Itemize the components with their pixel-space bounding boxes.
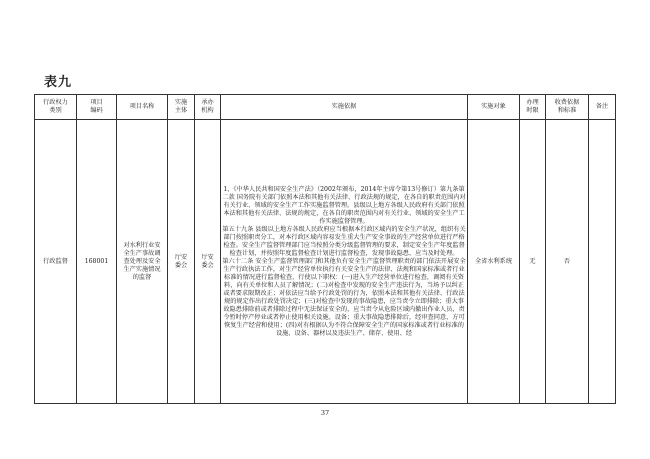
header-fee: 收费依据 和标准 — [546, 95, 589, 120]
page-number: 37 — [320, 409, 330, 417]
power-list-table — [34, 94, 616, 404]
cell-basis — [221, 120, 468, 404]
header-remark: 备注 — [589, 95, 616, 120]
header-agency: 承办 机构 — [195, 95, 221, 120]
cell-fee: 否 — [546, 120, 589, 404]
page-title: 表九 — [44, 75, 73, 90]
cell-category: 行政监督 — [35, 120, 77, 404]
header-code: 项目 编码 — [77, 95, 117, 120]
cell-agency: 厅安委会 — [195, 120, 221, 404]
cell-name: 对水利行业安全生产事故调查处理及安全生产实施情况的监督 — [117, 120, 168, 404]
cell-target: 全省水利系统 — [468, 120, 520, 404]
header-category: 行政权力 类别 — [35, 95, 77, 120]
table-header-row — [35, 95, 616, 120]
cell-time-limit: 无 — [520, 120, 546, 404]
cell-remark — [589, 120, 616, 404]
basis-paragraph: 第六十二条 安全生产监督管理部门和其他负有安全生产监督管理职责的部门依法开展安全生产行政执法工作，对生产经营单位执行有关安全生产的法律、法规和国家标准或者行业标准的情况进行监督检查，行使以下职权：(一)进入生产经营单位进行检查，调阅有关资料，向有关单位和人员了解情况；(二)对检查中发现的安全生产违法行为，当场予以纠正或者要求限期改正；对依法应当给予行政处罚的行为，依照本法和其他有关法律、行政法规的规定作出行政处罚决定；(三)对检查中发现的事故隐患，应当责令立即排除；重大事故隐患排除前或者排除过程中无法保证安全的，应当责令从危险区域内撤出作业人员，责令暂时停产停业或者停止使用相关设施、设备；重大事故隐患排除后，经审查同意，方可恢复生产经营和使用；(四)对有根据认为不符合保障安全生产的国家标准或者行业标准的设施、设备、器材以及违法生产、储存、使用、经 — [222, 257, 466, 337]
header-basis: 实施依据 — [221, 95, 468, 120]
header-name: 项目名称 — [117, 95, 168, 120]
header-target: 实施对象 — [468, 95, 520, 120]
basis-paragraph: 1、《中华人民共和国安全生产法》（2002年颁布，2014年主席令第13号修订）第九条第二款 国务院有关部门依照本法和其他有关法律、行政法规的规定，在各自的职责范围内对有关行业、领域的安全生产工作实施监督管理。县级以上地方各级人民政府有关部门依照本法和其他有关法律、法规的规定，在各自的职责范围内对有关行业、领域的安全生产工作实施监督管理。 — [222, 185, 466, 225]
table-row — [35, 120, 616, 404]
cell-subject: 厅安委会 — [168, 120, 195, 404]
cell-code: 168001 — [77, 120, 117, 404]
basis-paragraph: 第五十九条 县级以上地方各级人民政府应当根据本行政区域内的安全生产状况，组织有关部门按照职责分工，对本行政区域内容易发生重大生产安全事故的生产经营单位进行严格检查。安全生产监督管理部门应当按照分类分级监督管理的要求，制定安全生产年度监督检查计划，并按照年度监督检查计划进行监督检查，发现事故隐患，应当及时处理。 — [222, 225, 466, 257]
header-subject: 实施 主体 — [168, 95, 195, 120]
header-time-limit: 办理 时限 — [520, 95, 546, 120]
